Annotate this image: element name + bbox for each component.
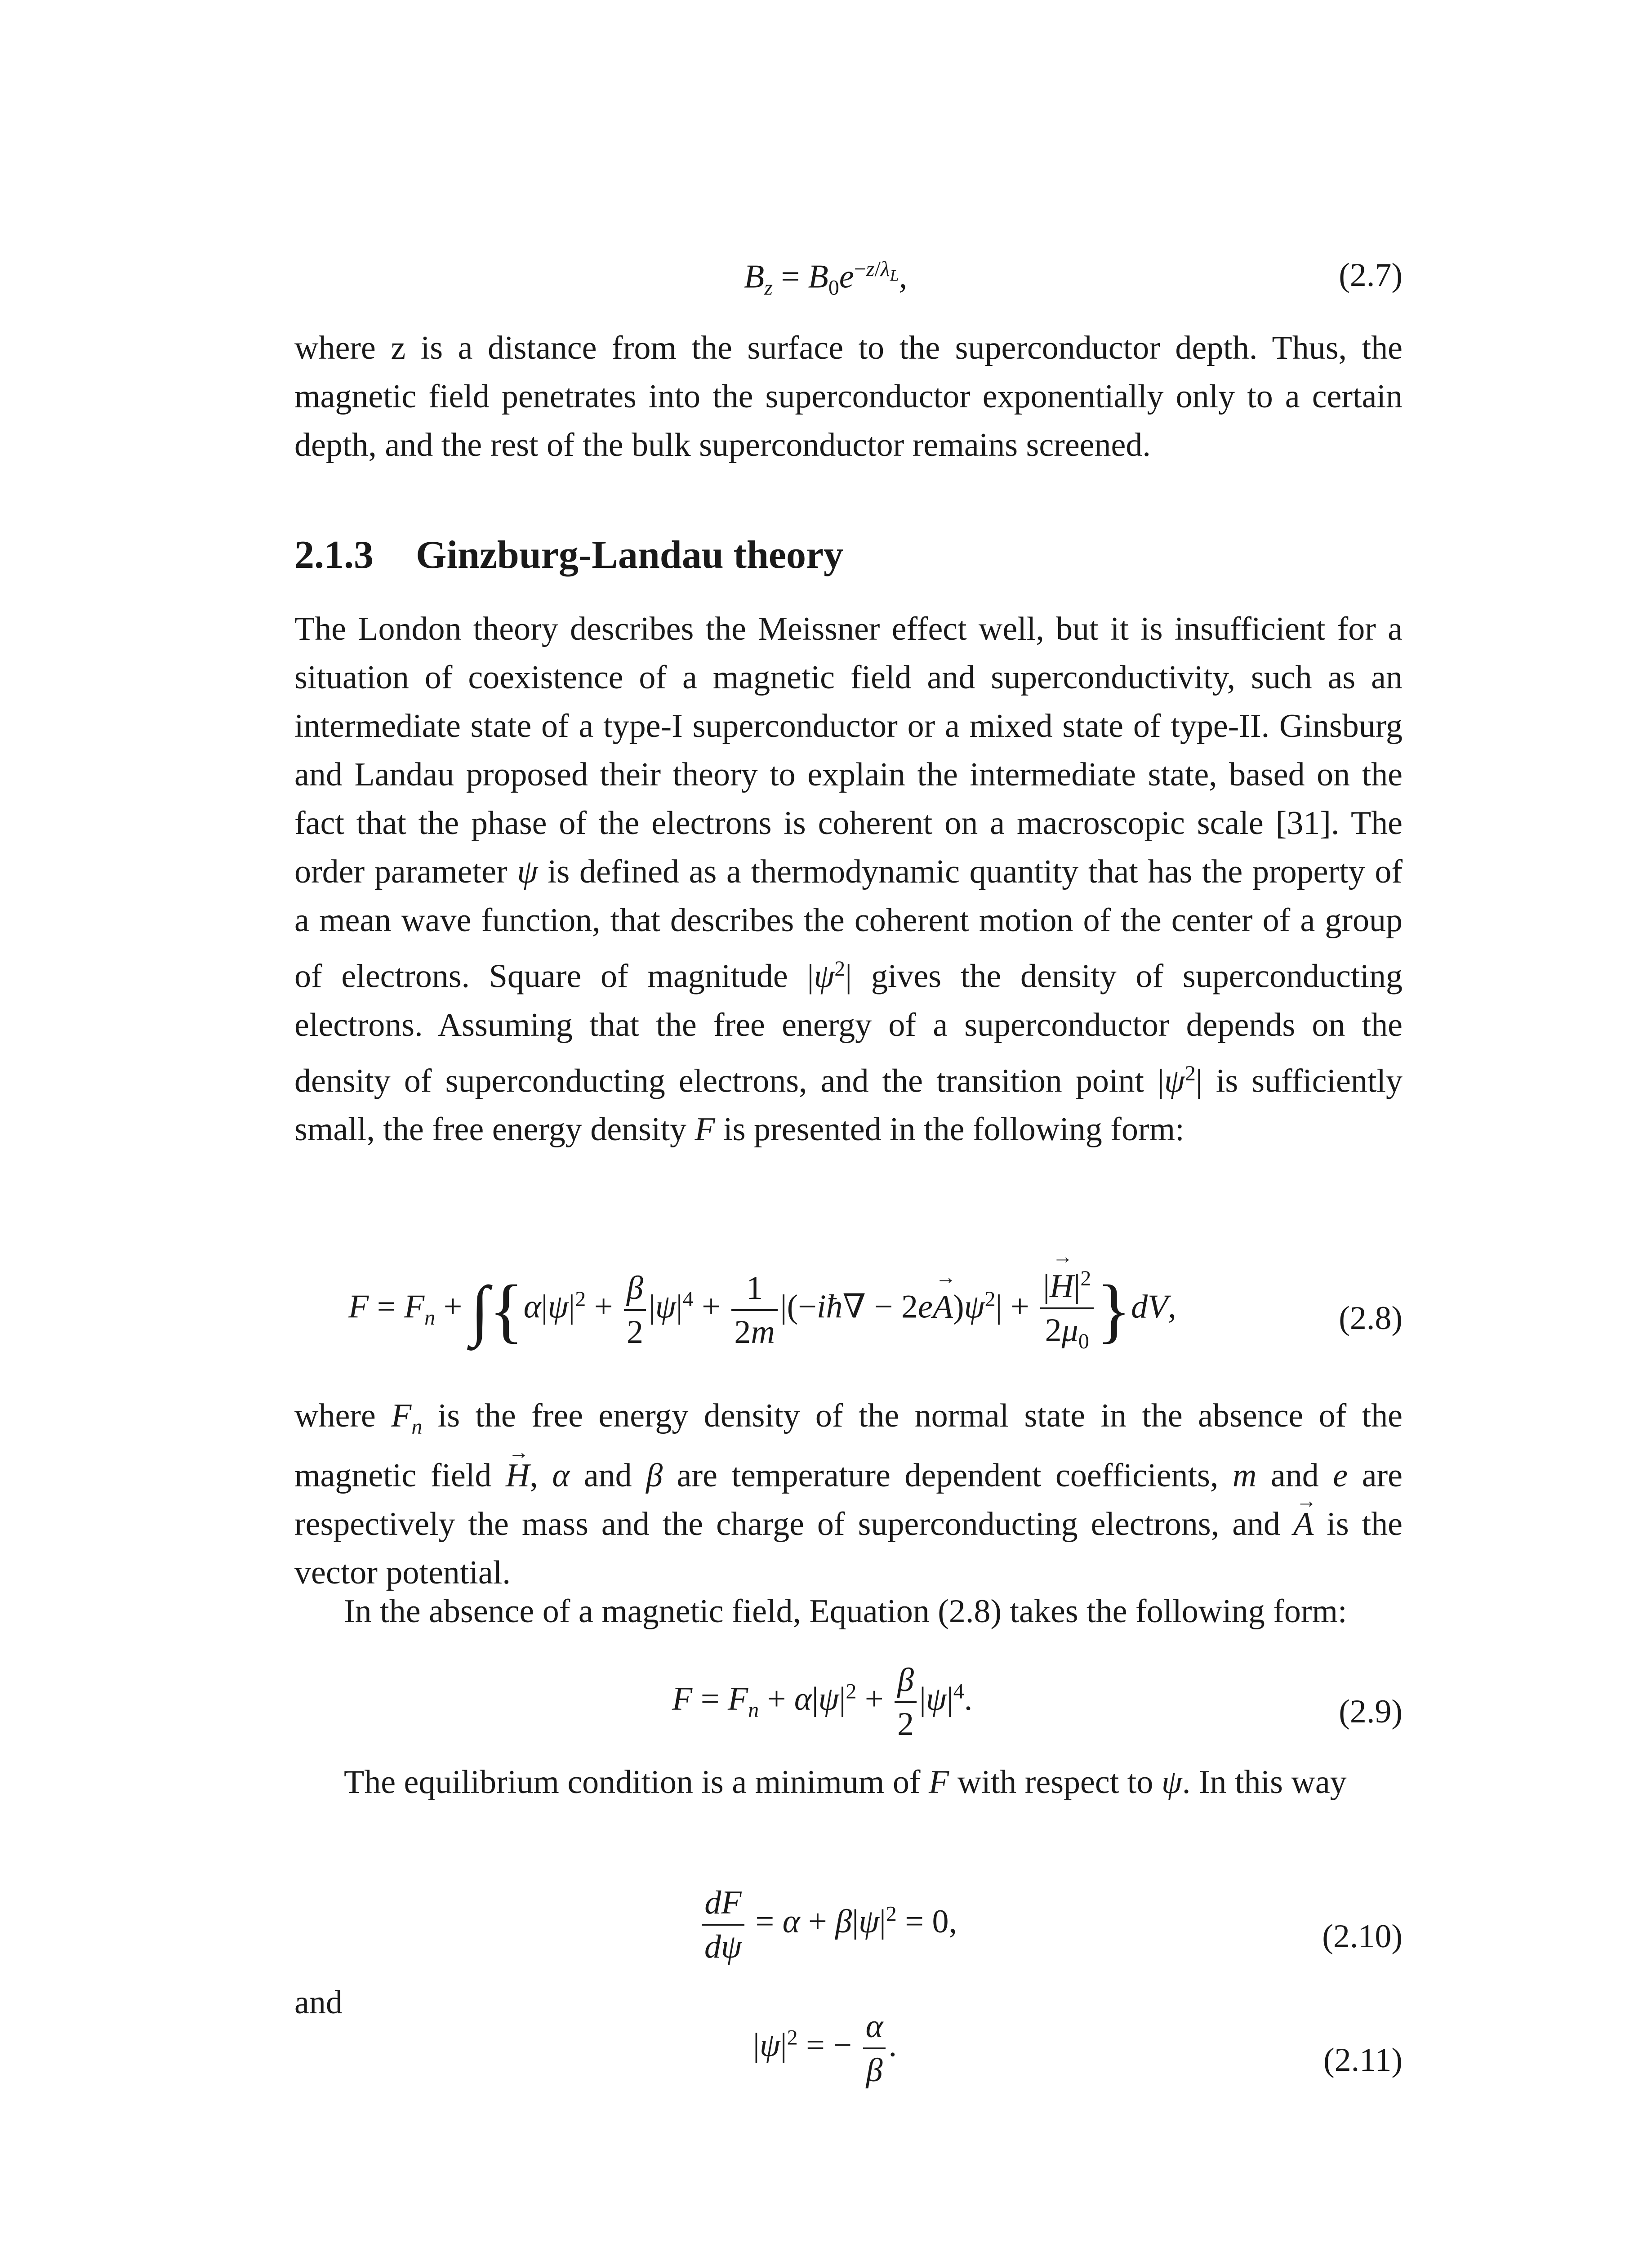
- equation-2-9: [294, 1659, 1403, 1749]
- paragraph-ginzburg-landau-text-3: gives the density of superconducting electrons. Assuming that the free energy of a superconductor depends on the density of superconducting electrons, and the transition point: [294, 958, 1403, 1100]
- paragraph-equilibrium: The equilibrium condition is a minimum of F with respect to ψ. In this way: [344, 1764, 1347, 1801]
- paragraph-definitions-text-1: where: [294, 1397, 376, 1434]
- equation-2-10-number: (2.10): [1322, 1918, 1403, 1955]
- equation-2-10-body: $\frac{dF}{d\psi}$ = $\alpha + \beta|\psi|^2 = 0$,: [699, 1886, 957, 1963]
- paragraph-equilibrium-text-3: . In this way: [1182, 1764, 1347, 1801]
- paragraph-equilibrium-text-2: with respect to: [957, 1764, 1153, 1801]
- paragraph-definitions-text-3: and: [583, 1457, 632, 1494]
- paragraph-definitions-text-6: are respectively the mass and the charge of superconducting electrons, and: [294, 1457, 1403, 1543]
- paragraph-definitions-text-5: and: [1270, 1457, 1319, 1494]
- paragraph-definitions: where $F_n$ is the free energy density of the normal state in the absence of the magnetic field → H, α and β are temperature dependent coefficients, m and e are respectively the mass and the charge of superconducting electrons, and → A is the vector potential.: [294, 1392, 1403, 1597]
- paragraph-absence-field: In the absence of a magnetic field, Equation (2.8) takes the following form:: [344, 1593, 1347, 1630]
- equation-2-11: [294, 2005, 1403, 2100]
- word-and: and: [294, 1984, 343, 2021]
- paragraph-definitions-text-2: is the free energy density of the normal state in the absence of the magnetic field: [294, 1397, 1403, 1494]
- equation-2-11-number: (2.11): [1323, 2042, 1403, 2079]
- paragraph-equilibrium-text-1: The equilibrium condition is a minimum of: [344, 1764, 921, 1801]
- section-number: 2.1.3: [294, 533, 374, 577]
- equation-2-7-body: $B_z = B_0e^{-z/\lambda_L}$,: [744, 257, 908, 300]
- document-page: [294, 0, 1403, 2248]
- equation-2-9-body: $F = F_n + \alpha|\psi|^2$ + $\frac{\beta}{2}$ $|\psi|^4$.: [672, 1662, 973, 1743]
- paragraph-definitions-text-7: is the vector potential.: [294, 1505, 1403, 1591]
- section-heading: [294, 528, 843, 582]
- equation-2-7-number: (2.7): [1339, 257, 1403, 294]
- equation-2-11-body: $|\psi|^2$ = − $\frac{\alpha}{\beta}$ .: [753, 2008, 897, 2089]
- equation-2-7: [294, 254, 1403, 299]
- paragraph-penetration: where z is a distance from the surface to the superconductor depth. Thus, the magnetic field penetrates into the superconductor exponentially only to a certain depth, and the rest of the bulk superconductor remains screened.: [294, 330, 1403, 464]
- equation-2-8: [294, 1259, 1403, 1376]
- section-title: Ginzburg-Landau theory: [416, 533, 844, 577]
- paragraph-definitions-text-4: are temperature dependent coefficients,: [677, 1457, 1219, 1494]
- equation-2-9-number: (2.9): [1339, 1693, 1403, 1730]
- paragraph-ginzburg-landau-text-4: is sufficiently small, the free energy density: [294, 1062, 1403, 1148]
- paragraph-ginzburg-landau-text-2: is defined as a thermodynamic quantity that has the property of a mean wave function, that describes the coherent motion of the center of a group of electrons. Square of magnitude: [294, 853, 1403, 995]
- paragraph-ginzburg-landau: The London theory describes the Meissner effect well, but it is insufficient for a situation of coexistence of a magnetic field and superconductivity, such as an intermediate state of a type-I superconductor or a mixed state of type-II. Ginsburg and Landau proposed their theory to explain the intermediate state, based on the fact that the phase of the electrons is coherent on a macroscopic scale [31]. The order parameter ψ is defined as a thermodynamic quantity that has the property of a mean wave function, that describes the coherent motion of the center of a group of electrons. Square of magnitude $|\psi^2|$ gives the density of superconducting electrons. Assuming that the free energy of a superconductor depends on the density of superconducting electrons, and the transition point $|\psi^2|$ is sufficiently small, the free energy density F is presented in the following form:: [294, 611, 1403, 1148]
- equation-2-8-body: $F = F_n + \int\{\alpha|\psi|^2$ + $\frac{\beta}{2}$ $|\psi|^4$ + $\frac{1}{2m}$ |(−iħ∇ − $2e\to A)\psi^2|$ + $\frac{|\to H|^2}{2\mu_0}$ }dV,: [348, 1268, 1176, 1352]
- equation-2-10: [294, 1882, 1403, 1976]
- equation-2-8-number: (2.8): [1339, 1300, 1403, 1337]
- paragraph-ginzburg-landau-text-1: The London theory describes the Meissner effect well, but it is insufficient for a situation of coexistence of a magnetic field and superconductivity, such as an intermediate state of a type-I superconductor or a mixed state of type-II. Ginsburg and Landau proposed their theory to explain the intermediate state, based on the fact that the phase of the electrons is coherent on a macroscopic scale [31]. The order parameter: [294, 611, 1403, 890]
- paragraph-ginzburg-landau-text-5: is presented in the following form:: [723, 1111, 1184, 1148]
